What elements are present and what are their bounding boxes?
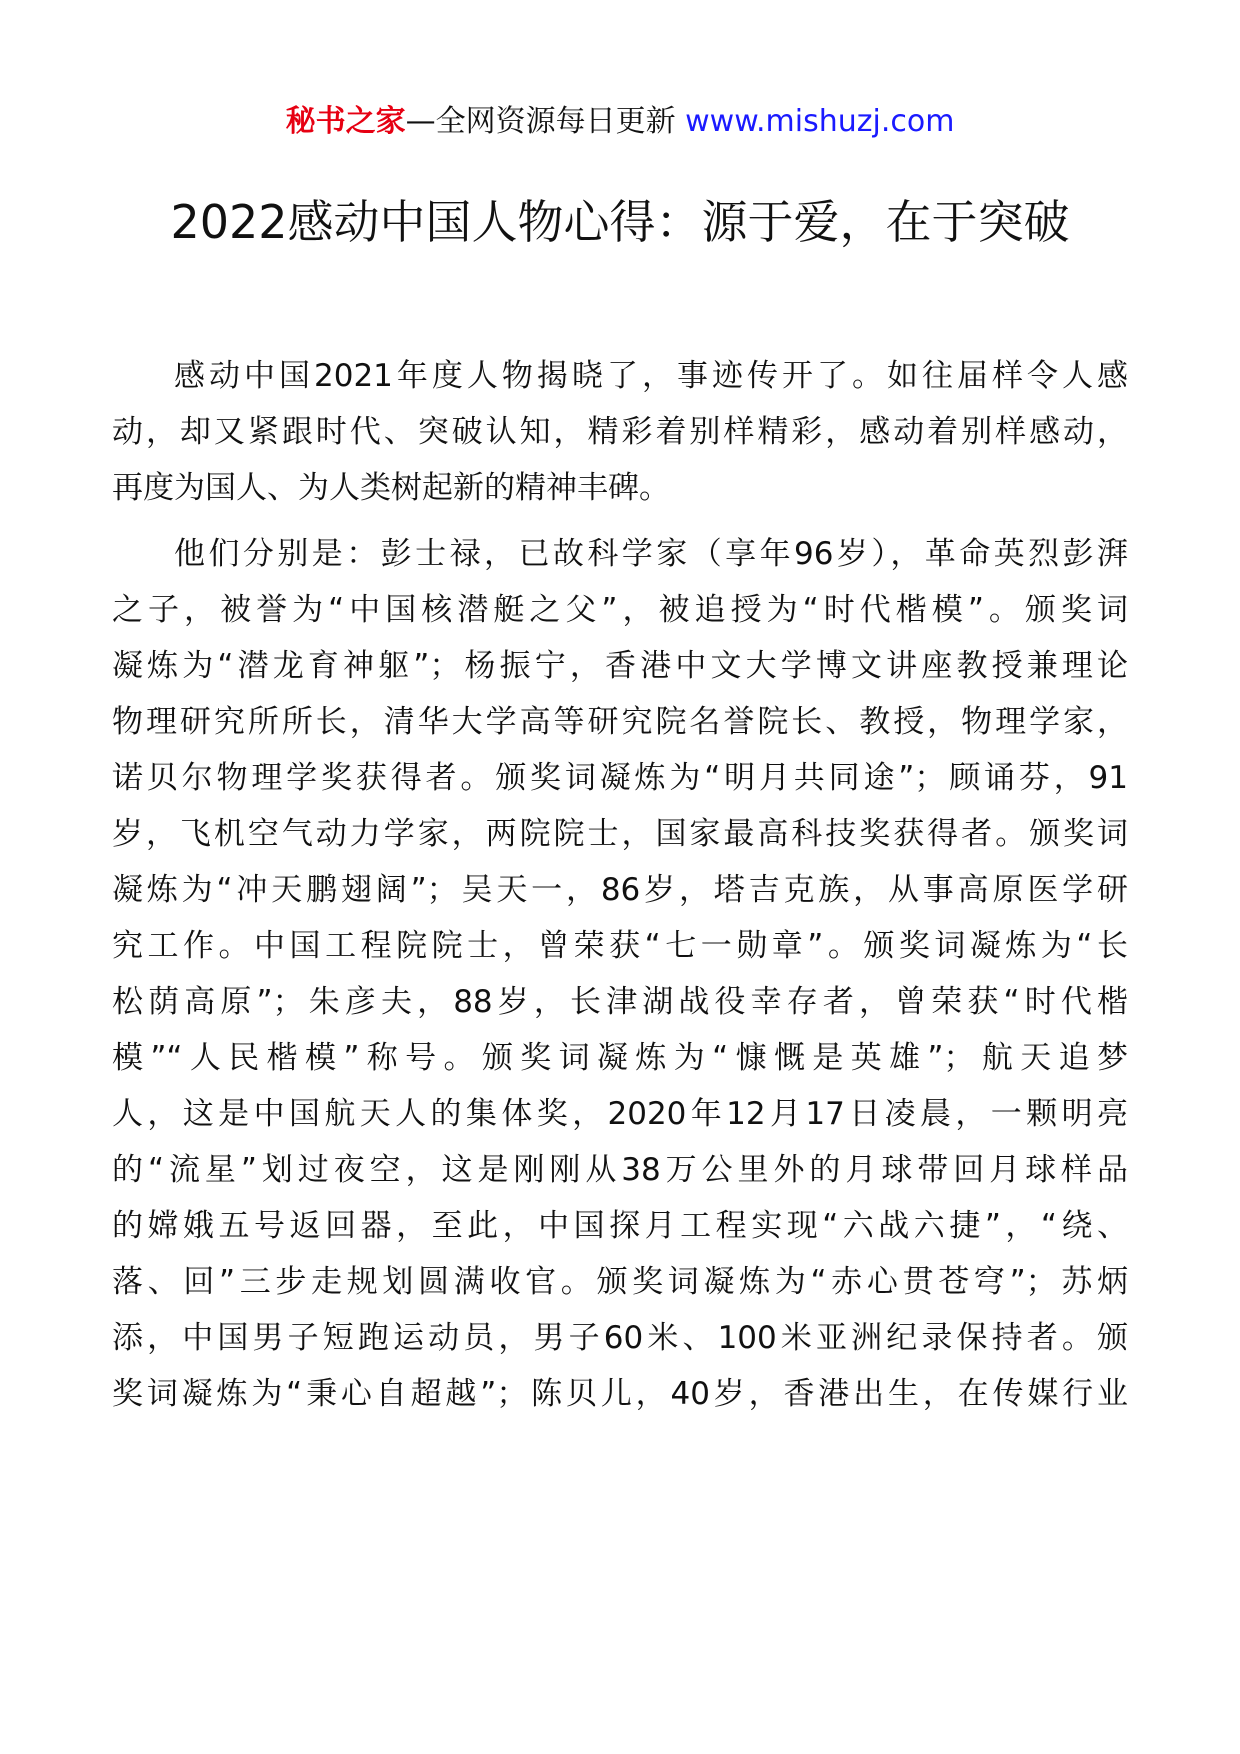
- document-title: 2022感动中国人物心得：源于爱，在于突破: [170, 195, 1070, 249]
- text-line: 的嫦娥五号返回器，至此，中国探月工程实现“六战六捷”，“绕、: [112, 1208, 1128, 1244]
- text-line: 诺贝尔物理学奖获得者。颁奖词凝炼为“明月共同途”；顾诵芬，91: [112, 760, 1128, 796]
- text-line: 奖词凝炼为“秉心自超越”；陈贝儿，40岁，香港出生，在传媒行业: [112, 1376, 1128, 1412]
- text-line: 凝炼为“潜龙育神躯”；杨振宁，香港中文大学博文讲座教授兼理论: [112, 648, 1128, 684]
- paragraph-1: [112, 348, 1128, 516]
- text-line: 的“流星”划过夜空，这是刚刚从38万公里外的月球带回月球样品: [112, 1152, 1128, 1188]
- site-url-link[interactable]: www.mishuzj.com: [685, 104, 955, 139]
- text-line: 他们分别是：彭士禄，已故科学家（享年96岁），革命英烈彭湃: [174, 536, 1128, 572]
- text-line: 落、回”三步走规划圆满收官。颁奖词凝炼为“赤心贯苍穹”；苏炳: [112, 1264, 1128, 1300]
- text-line: 物理研究所所长，清华大学高等研究院名誉院长、教授，物理学家，: [112, 704, 1128, 740]
- paragraph-2: [112, 526, 1128, 1422]
- text-line: 再度为国人、为人类树起新的精神丰碑。: [112, 470, 670, 506]
- site-tagline: —全网资源每日更新: [405, 104, 676, 139]
- brand-name: 秘书之家: [285, 104, 406, 139]
- document-body: [112, 348, 1128, 1432]
- text-line: 之子，被誉为“中国核潜艇之父”，被追授为“时代楷模”。颁奖词: [112, 592, 1128, 628]
- text-line: 模”“人民楷模”称号。颁奖词凝炼为“慷慨是英雄”；航天追梦: [112, 1040, 1128, 1076]
- text-line: 添，中国男子短跑运动员，男子60米、100米亚洲纪录保持者。颁: [112, 1320, 1128, 1356]
- text-line: 人，这是中国航天人的集体奖，2020年12月17日凌晨，一颗明亮: [112, 1096, 1128, 1132]
- text-line: 凝炼为“冲天鹏翅阔”；吴天一，86岁，塔吉克族，从事高原医学研: [112, 872, 1128, 908]
- text-line: 松荫高原”；朱彦夫，88岁，长津湖战役幸存者，曾荣获“时代楷: [112, 984, 1128, 1020]
- text-line: 感动中国2021年度人物揭晓了，事迹传开了。如往届样令人感: [174, 358, 1128, 394]
- text-line: 动，却又紧跟时代、突破认知，精彩着别样精彩，感动着别样感动，: [112, 414, 1128, 450]
- site-header: [0, 100, 1240, 144]
- text-line: 岁，飞机空气动力学家，两院院士，国家最高科技奖获得者。颁奖词: [112, 816, 1128, 852]
- text-line: 究工作。中国工程院院士，曾荣获“七一勋章”。颁奖词凝炼为“长: [112, 928, 1128, 964]
